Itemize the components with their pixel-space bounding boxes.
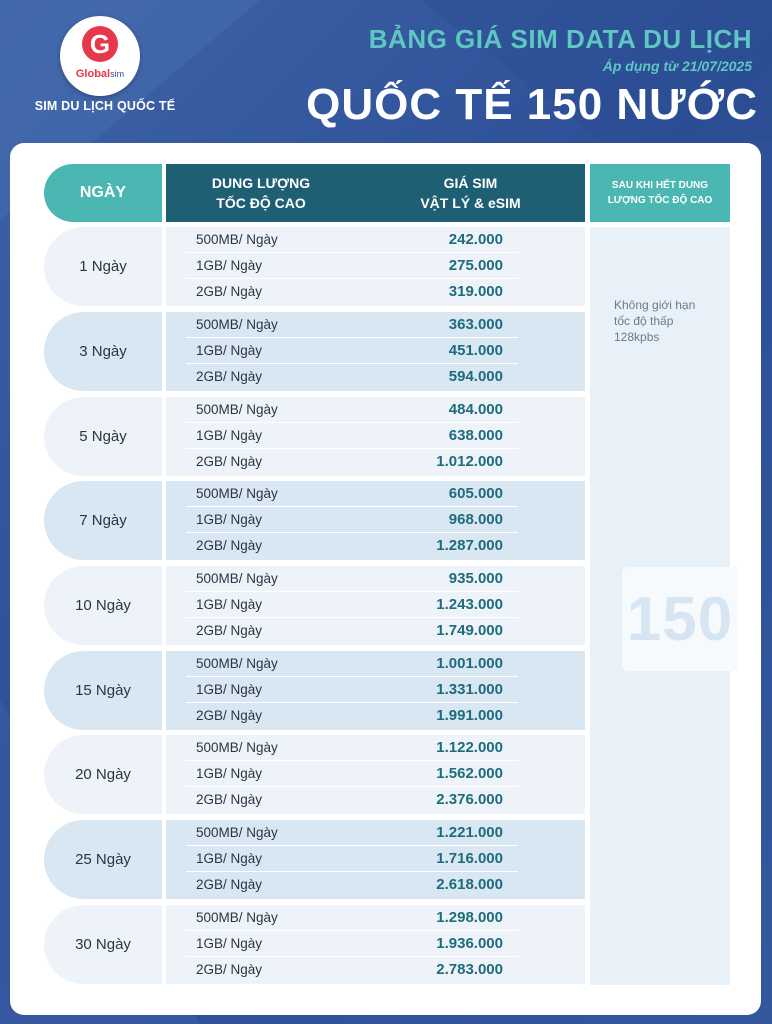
price: 1.749.000 [436, 622, 503, 639]
package-row [166, 735, 585, 761]
capacity: 2GB/ Ngày [196, 623, 263, 638]
package-rows [166, 735, 585, 814]
day-label: 15 Ngày [44, 651, 162, 730]
capacity: 2GB/ Ngày [196, 538, 263, 553]
price: 1.243.000 [436, 596, 503, 613]
day-label: 10 Ngày [44, 566, 162, 645]
package-row [166, 703, 585, 729]
header-day: NGÀY [44, 164, 162, 222]
package-row [166, 957, 585, 983]
note-line3: 128kpbs [614, 330, 660, 344]
day-label: 7 Ngày [44, 481, 162, 560]
capacity: 500MB/ Ngày [196, 402, 278, 417]
price: 1.012.000 [436, 453, 503, 470]
price-table-card [10, 143, 761, 1015]
capacity: 500MB/ Ngày [196, 317, 278, 332]
package-row [166, 397, 585, 423]
package-group [44, 227, 585, 306]
price: 968.000 [448, 511, 503, 528]
package-row [166, 872, 585, 898]
capacity: 500MB/ Ngày [196, 825, 278, 840]
package-group [44, 820, 585, 899]
capacity: 2GB/ Ngày [196, 369, 263, 384]
day-label: 30 Ngày [44, 905, 162, 984]
capacity: 2GB/ Ngày [196, 708, 263, 723]
package-row [166, 592, 585, 618]
price: 1.991.000 [436, 707, 503, 724]
price: 451.000 [448, 342, 503, 359]
main-heading: QUỐC TẾ 150 NƯỚC [306, 80, 758, 129]
price: 363.000 [448, 316, 503, 333]
capacity: 1GB/ Ngày [196, 512, 263, 527]
price: 2.618.000 [436, 876, 503, 893]
note-line2: tốc độ thấp [614, 314, 674, 328]
price: 319.000 [448, 283, 503, 300]
price: 275.000 [448, 257, 503, 274]
after-limit-column [590, 227, 734, 985]
header-after-line1: SAU KHI HẾT DUNG [611, 180, 709, 191]
price: 1.716.000 [436, 850, 503, 867]
logo-wordmark [60, 68, 140, 80]
price: 935.000 [448, 570, 503, 587]
package-row [166, 338, 585, 364]
package-row [166, 364, 585, 390]
package-row [166, 787, 585, 813]
price: 2.376.000 [436, 791, 503, 808]
brand-tagline: SIM DU LỊCH QUỐC TẾ [34, 99, 176, 113]
logo-word-global: Global [75, 68, 111, 80]
day-label: 5 Ngày [44, 397, 162, 476]
watermark-150: 150 [622, 567, 738, 671]
package-rows [166, 905, 585, 984]
capacity: 500MB/ Ngày [196, 740, 278, 755]
capacity: 1GB/ Ngày [196, 766, 263, 781]
capacity: 1GB/ Ngày [196, 258, 263, 273]
package-rows [166, 651, 585, 730]
capacity: 1GB/ Ngày [196, 682, 263, 697]
package-row [166, 312, 585, 338]
day-label: 20 Ngày [44, 735, 162, 814]
brand-logo [60, 16, 140, 96]
price: 1.122.000 [436, 739, 503, 756]
capacity: 1GB/ Ngày [196, 597, 263, 612]
day-label: 1 Ngày [44, 227, 162, 306]
package-row [166, 566, 585, 592]
capacity: 1GB/ Ngày [196, 428, 263, 443]
price: 1.562.000 [436, 765, 503, 782]
package-row [166, 423, 585, 449]
capacity: 500MB/ Ngày [196, 571, 278, 586]
note-line1: Không giới hạn [614, 298, 696, 312]
capacity: 2GB/ Ngày [196, 877, 263, 892]
package-group [44, 905, 585, 984]
package-row [166, 481, 585, 507]
price: 1.001.000 [436, 655, 503, 672]
capacity: 1GB/ Ngày [196, 343, 263, 358]
package-rows [166, 397, 585, 476]
package-group [44, 735, 585, 814]
logo-word-sim: sim [110, 69, 125, 79]
price: 638.000 [448, 427, 503, 444]
capacity: 500MB/ Ngày [196, 656, 278, 671]
capacity: 1GB/ Ngày [196, 851, 263, 866]
capacity: 2GB/ Ngày [196, 962, 263, 977]
package-rows [166, 481, 585, 560]
price: 242.000 [448, 231, 503, 248]
package-group [44, 566, 585, 645]
capacity: 2GB/ Ngày [196, 454, 263, 469]
package-row [166, 279, 585, 305]
package-row [166, 820, 585, 846]
day-label: 3 Ngày [44, 312, 162, 391]
package-row [166, 761, 585, 787]
package-rows [166, 820, 585, 899]
header-main [166, 164, 585, 222]
price: 1.331.000 [436, 681, 503, 698]
package-row [166, 677, 585, 703]
price: 1.221.000 [436, 824, 503, 841]
package-row [166, 227, 585, 253]
header-capacity [166, 164, 356, 222]
package-group [44, 651, 585, 730]
page-title: BẢNG GIÁ SIM DATA DU LỊCH [368, 24, 752, 54]
header-capacity-line2: TỐC ĐỘ CAO [216, 195, 306, 211]
capacity: 500MB/ Ngày [196, 232, 278, 247]
header-price-line1: GIÁ SIM [443, 175, 498, 191]
package-row [166, 449, 585, 475]
package-row [166, 931, 585, 957]
capacity: 1GB/ Ngày [196, 936, 263, 951]
package-row [166, 651, 585, 677]
package-rows [166, 312, 585, 391]
header-price-line2: VẬT LÝ & eSIM [420, 195, 521, 211]
day-label: 25 Ngày [44, 820, 162, 899]
capacity: 2GB/ Ngày [196, 792, 263, 807]
price: 1.298.000 [436, 909, 503, 926]
package-row [166, 618, 585, 644]
capacity: 500MB/ Ngày [196, 910, 278, 925]
price: 605.000 [448, 485, 503, 502]
header-after-line2: LƯỢNG TỐC ĐỘ CAO [607, 195, 713, 206]
logo-mark: G [82, 26, 118, 62]
package-group [44, 397, 585, 476]
header-price [356, 164, 585, 222]
price: 484.000 [448, 401, 503, 418]
after-limit-note [614, 297, 726, 345]
capacity: 2GB/ Ngày [196, 284, 263, 299]
package-row [166, 253, 585, 279]
package-group [44, 481, 585, 560]
effective-date: Áp dụng từ 21/07/2025 [602, 58, 752, 74]
package-row [166, 905, 585, 931]
header-capacity-line1: DUNG LƯỢNG [211, 175, 311, 191]
price: 1.936.000 [436, 935, 503, 952]
price: 2.783.000 [436, 961, 503, 978]
price: 1.287.000 [436, 537, 503, 554]
package-row [166, 846, 585, 872]
package-group [44, 312, 585, 391]
package-row [166, 533, 585, 559]
capacity: 500MB/ Ngày [196, 486, 278, 501]
package-rows [166, 227, 585, 306]
package-rows [166, 566, 585, 645]
package-row [166, 507, 585, 533]
header-after-limit [590, 164, 730, 222]
price: 594.000 [448, 368, 503, 385]
